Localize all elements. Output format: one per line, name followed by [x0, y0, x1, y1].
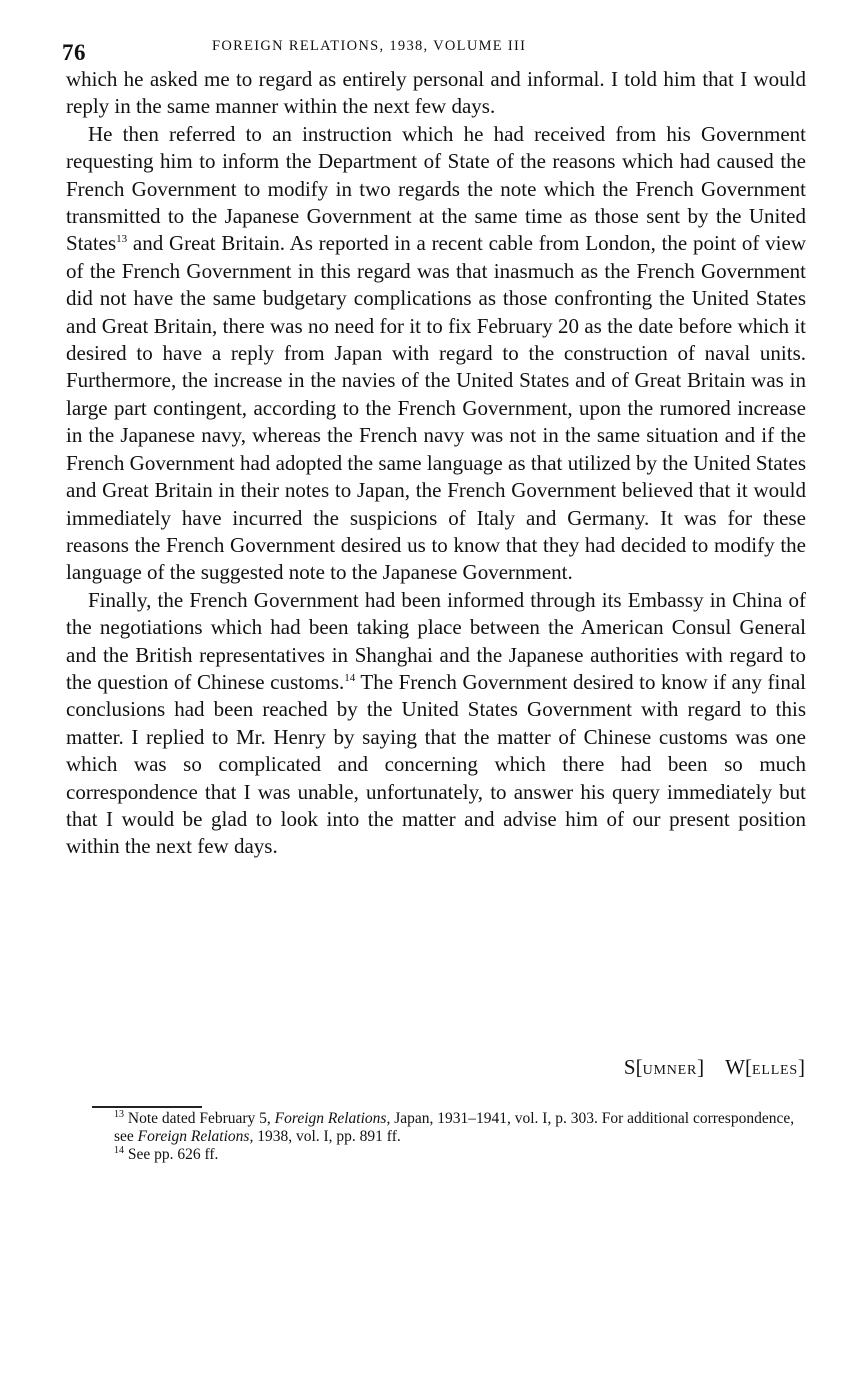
footnote-text: See pp. 626 ff. — [124, 1146, 219, 1163]
signature-bracket: ] — [798, 1055, 805, 1079]
paragraph-text: which he asked me to regard as entirely personal and informal. I told him that I would reply in the same manner within the next few days. — [66, 67, 806, 119]
paragraph-french-note — [66, 121, 806, 587]
footnote-reference: 14 — [344, 671, 356, 684]
signature-name: ELLES — [752, 1063, 798, 1078]
paragraph-text: and Great Britain. As reported in a recent cable from London, the point of view of the French Government in this regard was that inasmuch as the French Government did not have the same budgetary complications as those confronting the United States and Great Britain, there was no need for it to fix February 20 as the date before which it desired to have a reply from Japan with regard to the construction of naval units. Furthermore, the increase in the navies of the United States and of Great Britain was in large part contingent, according to the French Government, upon the rumored increase in the Japanese navy, whereas the French navy was not in the same situation and if the French Government had adopted the same language as that utilized by the United States and Great Britain in their notes to Japan, the French Government believed that it would immediately have incurred the suspicions of Italy and Germany. It was for these reasons the French Government desired us to know that they had decided to modify the language of the suggested note to the Japanese Government. — [66, 231, 806, 585]
paragraph-chinese-customs — [66, 587, 806, 861]
footnote-mark: 13 — [114, 1108, 124, 1120]
signature-initial: W[ — [725, 1055, 752, 1079]
page-header — [62, 30, 802, 66]
footnote-14 — [92, 1146, 810, 1164]
footnote-text: Note dated February 5, — [124, 1110, 275, 1127]
footnote-13 — [92, 1110, 810, 1146]
footnote-text: 1938, vol. I, pp. 891 ff. — [253, 1128, 401, 1145]
paragraph-continuation — [66, 66, 806, 121]
footnote-italic-title: Foreign Relations, — [274, 1110, 391, 1127]
signature-initial: S[ — [623, 1055, 643, 1079]
signature-name: UMNER — [642, 1063, 698, 1078]
page-number: 76 — [62, 40, 86, 65]
paragraph-text: Finally, the French Government had been informed through its Embassy in China of the negotiations which had been taking place between the American Consul General and the British representatives in Shanghai and the Japanese authorities with regard to the question of Chinese customs. — [66, 587, 806, 694]
signature — [624, 1055, 805, 1080]
footnote-divider — [92, 1106, 202, 1108]
footnote-mark: 14 — [114, 1144, 124, 1156]
footnote-text: Japan, 1931–1941, vol. I, p. 303. For additional correspondence, see — [114, 1110, 795, 1145]
paragraph-text: He then referred to an instruction which he had received from his Government requesting him to inform the Department of State of the reasons which had caused the French Government to modify in two regards the note which the French Government transmitted to the Japanese Government at the same time as those sent by the United States — [66, 121, 806, 256]
footnote-reference: 13 — [116, 233, 128, 246]
footnote-italic-title: Foreign Relations, — [137, 1128, 254, 1145]
body-text — [66, 66, 806, 861]
signature-bracket: ] — [697, 1055, 705, 1079]
footnotes — [92, 1110, 810, 1164]
running-head: FOREIGN RELATIONS, 1938, VOLUME III — [212, 38, 527, 54]
paragraph-text: The French Government desired to know if any final conclusions had been reached by the United States Government with regard to this matter. I replied to Mr. Henry by saying that the matter of Chinese customs was one which was so complicated and concerning which there had been so much correspondence that I was unable, unfortunately, to answer his query immediately but that I would be glad to look into the matter and advise him of our present position within the next few days. — [66, 669, 806, 859]
